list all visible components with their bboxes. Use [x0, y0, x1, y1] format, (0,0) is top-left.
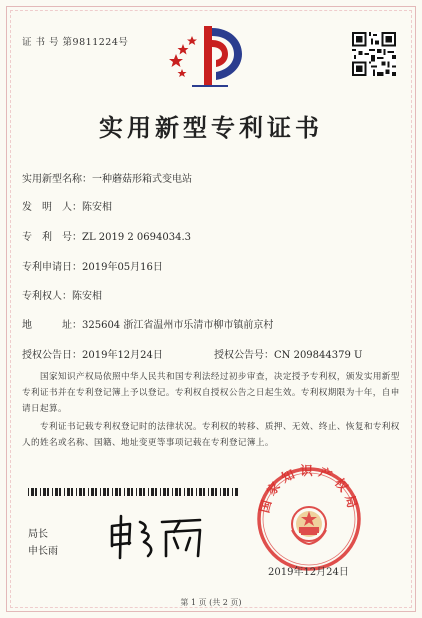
- field-value: ZL 2019 2 0694034.3: [82, 232, 192, 243]
- page-indicator: 第 1 页 (共 2 页): [180, 598, 242, 607]
- field-inventor: [22, 198, 112, 213]
- certificate-title: 实用新型专利证书: [99, 113, 323, 142]
- field-utility-model-name: [22, 170, 192, 185]
- field-label: 专利权人：: [22, 291, 72, 302]
- field-value: 陈安相: [72, 291, 102, 302]
- field-label: 专 利 号：: [22, 232, 82, 243]
- seal-text: 国家知识产权局: [256, 464, 362, 515]
- director-name: 申长雨: [28, 546, 58, 557]
- field-value: 2019年05月16日: [82, 262, 163, 273]
- grant-date-label: 授权公告日：: [22, 350, 82, 361]
- field-application-date: [22, 258, 163, 273]
- official-seal-icon: [254, 464, 364, 574]
- certificate-number: 证 书 号 第9811224号: [22, 37, 129, 48]
- field-label: 发 明 人：: [22, 202, 82, 213]
- grant-number-label: 授权公告号：: [214, 350, 274, 361]
- field-value: 一种蘑菇形箱式变电站: [92, 174, 192, 185]
- seal-date: 2019年12月24日: [268, 567, 349, 578]
- field-value: 陈安相: [82, 202, 112, 213]
- signature-icon: [104, 512, 214, 562]
- field-label: 实用新型名称：: [22, 174, 92, 185]
- field-label: 专利申请日：: [22, 262, 82, 273]
- field-address: [22, 316, 273, 331]
- grant-date-value: 2019年12月24日: [82, 350, 163, 361]
- field-value: 325604 浙江省温州市乐清市柳市镇前京村: [82, 320, 274, 331]
- field-label: 地 址：: [22, 320, 82, 331]
- grant-date: [22, 346, 163, 361]
- field-patentee: [22, 287, 102, 302]
- grant-number: [214, 346, 362, 361]
- director-title: 局长: [28, 529, 48, 540]
- grant-number-value: CN 209844379 U: [274, 350, 363, 361]
- barcode-icon: [28, 488, 238, 496]
- statement-paragraph-2: 专利证书记载专利权登记时的法律状况。专利权的转移、质押、无效、终止、恢复和专利权人的姓名或名称、国籍、地址变更等事项记载在专利登记簿上。: [22, 422, 400, 448]
- statement-paragraph-1: 国家知识产权局依照中华人民共和国专利法经过初步审查，决定授予专利权，颁发实用新型专利证书并在专利登记簿上予以登记。专利权自授权公告之日起生效。专利权期限为十年，自申请日起算。: [22, 372, 400, 414]
- director-block: [28, 526, 58, 560]
- field-patent-number: [22, 228, 191, 243]
- cnipa-logo-icon: [168, 20, 252, 92]
- qr-code-icon: [352, 32, 396, 76]
